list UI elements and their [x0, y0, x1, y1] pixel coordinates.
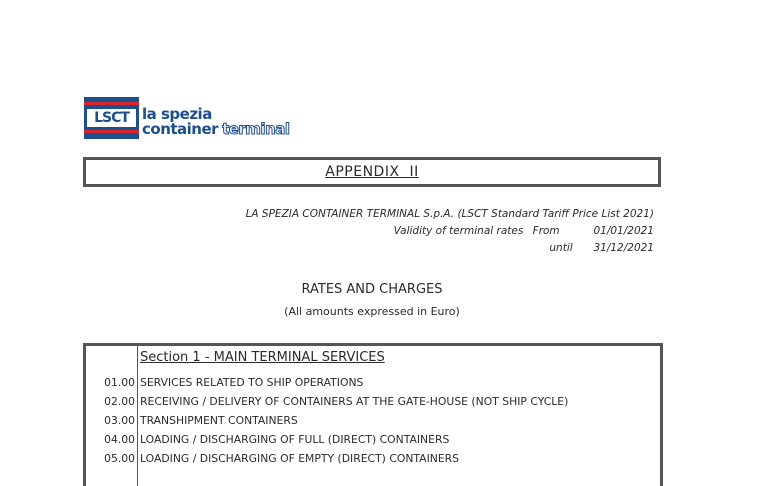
rates-title: RATES AND CHARGES — [301, 282, 443, 297]
logo-line-1: la spezia — [142, 105, 212, 123]
service-code: 03.00 — [104, 414, 135, 427]
logo-wordmark — [142, 107, 290, 137]
service-description: LOADING / DISCHARGING OF EMPTY (DIRECT) CONTAINERS — [140, 452, 460, 465]
logo-mark-text: LSCT — [87, 109, 136, 127]
service-row — [86, 373, 660, 392]
service-description: RECEIVING / DELIVERY OF CONTAINERS AT THE GATE-HOUSE (NOT SHIP CYCLE) — [140, 395, 569, 408]
logo-stripe-top — [84, 102, 139, 105]
service-code: 01.00 — [104, 376, 135, 389]
company-logo — [84, 97, 304, 143]
section-title: Section 1 - MAIN TERMINAL SERVICES — [140, 350, 385, 365]
service-description: LOADING / DISCHARGING OF FULL (DIRECT) CONTAINERS — [140, 433, 450, 446]
logo-line-2 — [142, 122, 290, 137]
from-label: From — [532, 225, 560, 237]
company-line: LA SPEZIA CONTAINER TERMINAL S.p.A. (LSCT Standard Tariff Price List 2021) — [245, 208, 654, 220]
lsct-logo-mark — [84, 97, 139, 139]
logo-line-2-solid: container — [142, 120, 219, 138]
service-code: 04.00 — [104, 433, 135, 446]
until-date: 31/12/2021 — [593, 242, 654, 254]
rates-subtitle: (All amounts expressed in Euro) — [284, 305, 460, 318]
from-date: 01/01/2021 — [593, 225, 654, 237]
service-row — [86, 430, 660, 449]
appendix-title: APPENDIX II — [325, 164, 419, 180]
service-row — [86, 392, 660, 411]
service-row — [86, 449, 660, 468]
appendix-banner — [83, 157, 661, 187]
validity-label: Validity of terminal rates — [393, 225, 524, 237]
service-description: TRANSHIPMENT CONTAINERS — [140, 414, 298, 427]
validity-from-row — [246, 223, 654, 240]
service-description: SERVICES RELATED TO SHIP OPERATIONS — [140, 376, 364, 389]
until-label: until — [549, 242, 573, 254]
tariff-meta — [246, 206, 654, 257]
service-row — [86, 411, 660, 430]
service-code: 05.00 — [104, 452, 135, 465]
logo-line-2-outline: terminal — [222, 120, 290, 138]
logo-stripe-bottom — [84, 130, 139, 133]
service-list — [86, 373, 660, 468]
service-code: 02.00 — [104, 395, 135, 408]
validity-until-row — [246, 240, 654, 257]
